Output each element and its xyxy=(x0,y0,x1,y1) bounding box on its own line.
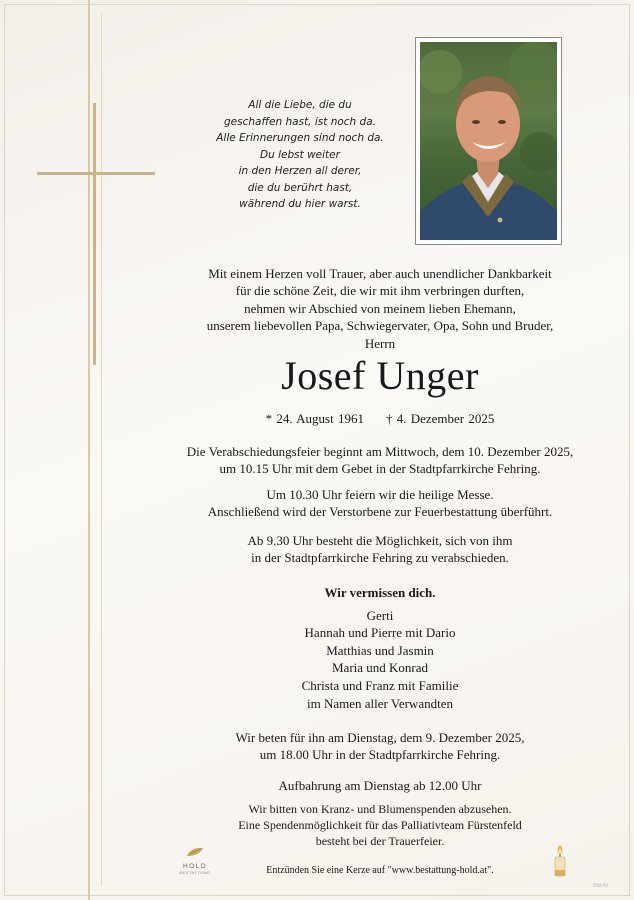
decor-line-1 xyxy=(88,0,90,900)
decor-line-2 xyxy=(101,14,102,886)
intro-line: Mit einem Herzen voll Trauer, aber auch unendlicher Dankbarkeit xyxy=(208,266,552,281)
portrait-photo xyxy=(420,42,557,240)
cross-vertical xyxy=(93,103,96,365)
life-dates xyxy=(130,410,630,427)
donation-line: Wir bitten von Kranz- und Blumenspenden abzusehen. xyxy=(248,802,512,816)
intro-line: Herrn xyxy=(364,335,396,351)
poem-line: in den Herzen all derer, xyxy=(238,165,362,177)
funeral-home-logo xyxy=(175,845,215,875)
portrait-frame xyxy=(415,37,562,245)
family-member: Maria und Konrad xyxy=(331,660,429,676)
intro-line: unserem liebevollen Papa, Schwiegervater, Opa, Sohn und Bruder, xyxy=(206,318,554,334)
family-member: Gerti xyxy=(366,608,394,623)
mass-line: Um 10.30 Uhr feiern wir die heilige Messe. xyxy=(266,487,494,502)
logo-name: HOLD xyxy=(182,863,208,870)
intro-text xyxy=(130,265,630,352)
prayer-line: Wir beten für ihn am Dienstag, dem 9. Dezember 2025, xyxy=(235,730,525,745)
ceremony-info xyxy=(110,443,634,478)
viewing-info: Aufbahrung am Dienstag ab 12.00 Uhr xyxy=(278,778,482,793)
poem-line: die du berührt hast, xyxy=(247,181,353,194)
donation-info xyxy=(110,801,634,849)
leaf-icon xyxy=(185,846,205,858)
miss-you-heading: Wir vermissen dich. xyxy=(324,585,436,600)
family-member: Christa und Franz mit Familie xyxy=(301,677,459,693)
farewell-line: in der Stadtpfarrkirche Fehring zu verabschieden. xyxy=(251,550,509,566)
poem xyxy=(190,97,410,213)
donation-line: besteht bei der Trauerfeier. xyxy=(315,834,445,848)
farewell-line: Ab 9.30 Uhr besteht die Möglichkeit, sich von ihm xyxy=(247,533,513,548)
poem-line: während du hier warst. xyxy=(239,198,361,210)
image-code: Bild-Nr. xyxy=(593,883,610,889)
prayer-line: um 18.00 Uhr in der Stadtpfarrkirche Fehring. xyxy=(259,747,501,763)
poem-line: Alle Erinnerungen sind noch da. xyxy=(216,132,384,144)
poem-line: All die Liebe, die du xyxy=(248,99,352,111)
family-member: Matthias und Jasmin xyxy=(326,642,434,658)
family-member: Hannah und Pierre mit Dario xyxy=(304,625,456,641)
poem-line: geschaffen hast, ist noch da. xyxy=(224,115,376,128)
prayer-info xyxy=(110,729,634,764)
candle-icon[interactable] xyxy=(553,844,567,878)
donation-line: Eine Spendenmöglichkeit für das Palliativteam Fürstenfeld xyxy=(238,818,522,832)
poem-line: Du lebst weiter xyxy=(260,148,340,161)
birth-date: * 24. August 1961 xyxy=(265,411,364,426)
deceased-name: Josef Unger xyxy=(281,353,479,398)
mass-info xyxy=(110,486,634,521)
relatives-line: im Namen aller Verwandten xyxy=(307,696,453,711)
death-date: † 4. Dezember 2025 xyxy=(385,411,495,426)
intro-line: für die schöne Zeit, die wir mit ihm verbringen durften, xyxy=(235,283,525,299)
ceremony-line: um 10.15 Uhr mit dem Gebet in der Stadtpfarrkirche Fehring. xyxy=(219,461,541,477)
portrait-illustration xyxy=(420,42,557,240)
mass-line: Anschließend wird der Verstorbene zur Feuerbestattung überführt. xyxy=(207,504,553,520)
family-list xyxy=(110,607,634,694)
cross-horizontal xyxy=(37,172,155,175)
intro-line: nehmen wir Abschied von meinem lieben Ehemann, xyxy=(244,300,516,316)
ceremony-line: Die Verabschiedungsfeier beginnt am Mittwoch, dem 10. Dezember 2025, xyxy=(186,444,574,459)
candle-link-text[interactable]: Entzünden Sie eine Kerze auf "www.bestattung-hold.at". xyxy=(266,865,494,876)
farewell-info xyxy=(110,532,634,567)
logo-subtitle: BESTATTUNG xyxy=(179,870,211,875)
